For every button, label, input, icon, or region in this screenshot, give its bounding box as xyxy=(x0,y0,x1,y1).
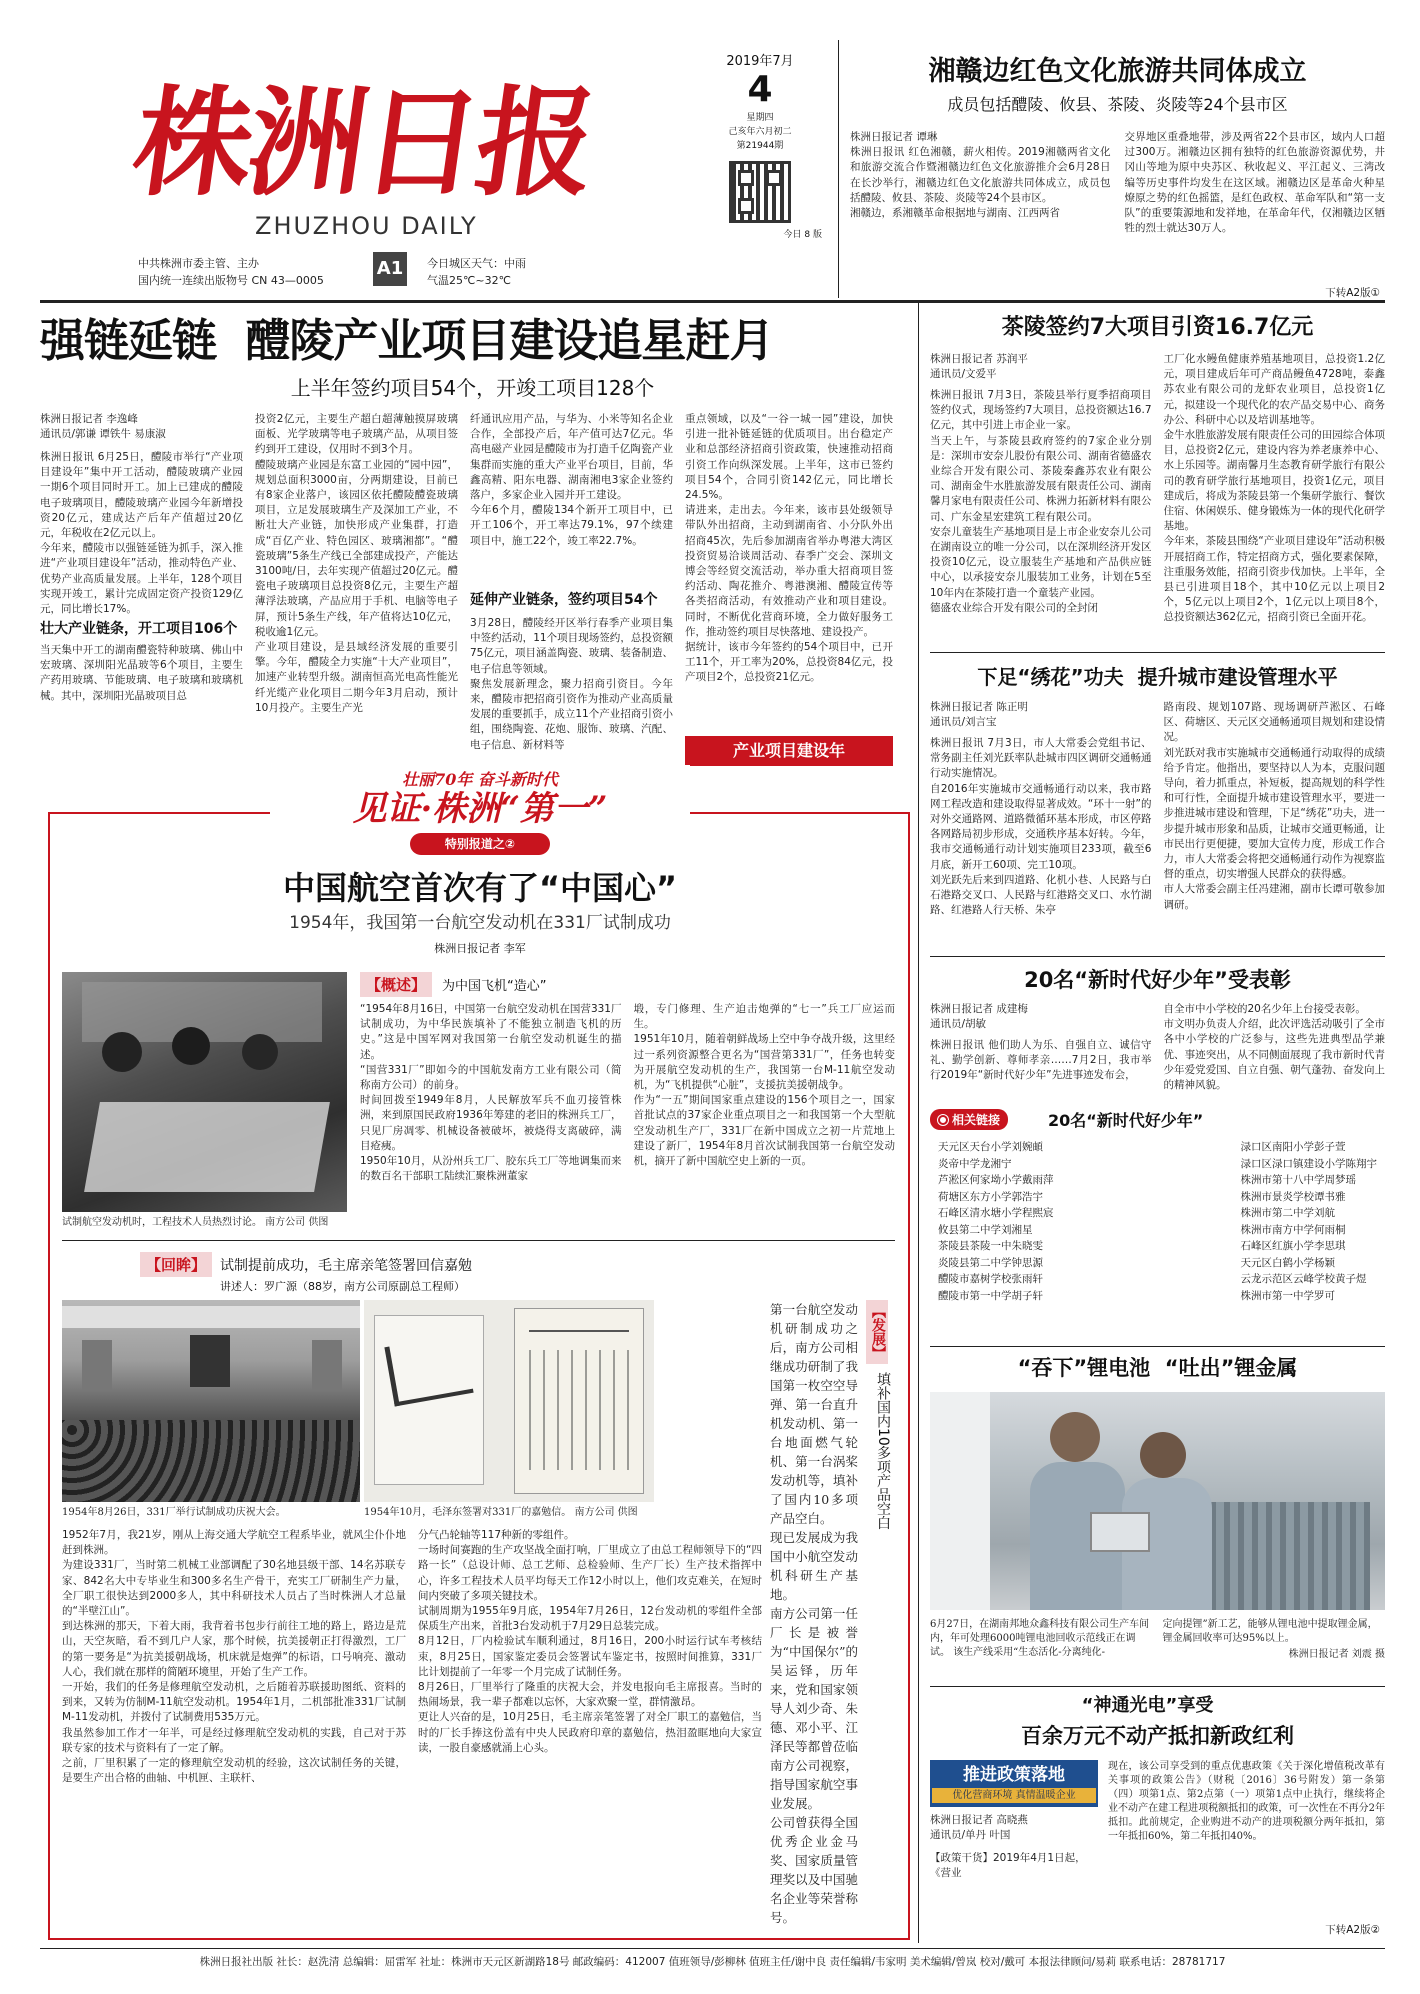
dev-tag: 【发展】 xyxy=(866,1300,888,1364)
masthead-sponsor: 中共株洲市委主管、主办 xyxy=(138,257,259,270)
feature-banner xyxy=(270,765,690,860)
honoree-item: 天元区白鹤小学杨颖 xyxy=(1240,1256,1335,1269)
dev-column xyxy=(770,1300,900,1935)
overview-tag: 【概述】 xyxy=(360,972,432,997)
banner-series: 特别报道之② xyxy=(410,833,550,855)
section-subhead: 壮大产业链条，开工项目106个 xyxy=(40,621,238,637)
article-column: 塅，专门修理、生产迫击炮弹的“七一”兵工厂应运而生。 1951年10月，随着朝鲜战场上空中争夺战升级，这里经过一系列资源整合更名为“国营第331厂”，任务也转变为开展航空发动机的生产，我国第一台M-11航空发动机，为“飞机提供“心脏”，支援抗美援朝战争。 作为“一五”期间国家重点建设的156个项目之一，国家首批试点的37家企业重点项目之一和我国第一个大型航空发动机生产厂，331厂在新中国成立之初一片荒地上建设了新厂，1954年8月首次试制我国第一台航空发动机，摘开了新中国航空史上新的一页。 xyxy=(633,1003,895,1168)
review-title: 试制提前成功，毛主席亲笔签署回信嘉勉 xyxy=(220,1257,473,1274)
subhead: 成员包括醴陵、攸县、茶陵、炎陵等24个县市区 xyxy=(947,95,1288,114)
honoree-item: 株洲市第十八中学周梦瑶 xyxy=(1240,1174,1356,1186)
weather-line-2: 气温25℃~32℃ xyxy=(427,274,511,287)
honoree-item: 石峰区红旗小学李思琪 xyxy=(1240,1240,1346,1252)
honoree-item: 攸县第二中学刘湘星 xyxy=(938,1223,1033,1236)
honoree-item: 醴陵市嘉树学校张雨轩 xyxy=(938,1273,1043,1285)
photo-credit: 株洲日报记者 刘震 摄 xyxy=(1288,1649,1385,1660)
honoree-item: 渌口区渌口镇建设小学陈翔宇 xyxy=(1240,1157,1377,1170)
article-column: 当天集中开工的湖南醴瓷特种玻璃、佛山中宏玻璃、深圳阳光晶玻等6个项目，主要生产药用玻璃、节能玻璃、电子玻璃和玻璃机械。其中，深圳阳光晶玻项目总 xyxy=(40,644,243,702)
honoree-item: 株洲市景炎学校谭书雅 xyxy=(1240,1190,1346,1203)
date-lunar: 己亥年六月初二 xyxy=(728,127,792,137)
honoree-item: 云龙示范区云峰学校黄子煜 xyxy=(1240,1273,1367,1285)
honoree-list-left xyxy=(938,1139,1054,1304)
masthead-title: 株洲日报 xyxy=(125,73,601,212)
article-column: 现在，该公司享受到的重点优惠政策《关于深化增值税改革有关事项的政策公告》（财税〔2016〕36号附发）第一条第（四）项第1点、第2点第（一）项第1点中止执行，继续将企业不动产在建工程进项税额抵扣的政策，可一次性在不再分2年抵扣。此前规定，企业购进不动产的进项税额分两年抵扣，第一年抵扣60%，第二年抵扣40%。 xyxy=(1108,1761,1385,1842)
overview-heading xyxy=(360,972,895,997)
article-column: 分气凸轮轴等117种新的零组件。 一场时间赛跑的生产攻坚战全面打响，厂里成立了由总工程师领导下的“四路一长”（总设计师、总工艺师、总检验师、生产厂长）生产技术指挥中心，许多工程技术人员平均每天工作12小时以上，他们攻克难关，在短时间内突破了多项关键技术。 试制周期为1955年9月底，1954年7月26日，12台发动机的零组件全部保质生产出来，首批3台发动机于7月29日总装完成。 8月12日，厂内检验试车顺利通过，8月16日，200小时运行试车考核结束，8月25日，国家鉴定委员会签署试车鉴定书，按照时间推算，331厂比计划提前了一年零一个月完成了试制任务。 8月26日，厂里举行了隆重的庆祝大会，并发电报向毛主席报喜。当时的热闹场景，我一辈子都难以忘怀，大家欢聚一堂，群情激昂。 更让人兴奋的是，10月25日，毛主席亲笔签署了对全厂职工的嘉勉信，当时的厂长手捧这份盖有中央人民政府印章的嘉勉信，热泪盈眶地向大家宣读，一股自豪感就涌上心头。 xyxy=(418,1529,762,1754)
honoree-item: 荷塘区东方小学郭浩宇 xyxy=(938,1190,1043,1203)
honoree-item: 炎陵县第二中学钟思源 xyxy=(938,1256,1043,1269)
date-day: 4 xyxy=(747,69,773,110)
headline: “吞下”锂电池 “吐出”锂金属 xyxy=(1017,1356,1298,1380)
masthead-cn-number: 国内统一连续出版物号 CN 43—0005 xyxy=(138,274,324,287)
headline: 下足“绣花”功夫 提升城市建设管理水平 xyxy=(977,665,1338,689)
article-column: 纤通讯应用产品，与华为、小米等知名企业合作，全部投产后，年产值可达7亿元。华高电磁产业园是醴陵市为打造千亿陶瓷产业集群而实施的重大产业平台项目，目前，华鑫高精、阳东电器、湖南湘电3家企业签约落户，多家企业入园并开工建设。 今年6个月，醴陵134个新开工项目中，已开工106个，开工率达79.1%，97个续建项目中，施工22个，竣工率22.7%。 xyxy=(470,413,673,547)
photo-caption-cont: 定向提锂”新工艺，能够从锂电池中提取锂金属，锂金属回收率可达95%以上。 xyxy=(1162,1619,1378,1644)
date-block xyxy=(690,48,830,298)
honoree-item: 株洲市第二中学刘航 xyxy=(1240,1207,1335,1219)
article-column: 株洲日报记者 谭琳 株洲日报讯 红色湘赣，薪火相传。2019湘赣两省文化和旅游交流合作暨湘赣边红色文化旅游推介会6月28日在长沙举行，湘赣边红色文化旅游共同体成立，成员包括醴陵、攸县、茶陵、炎陵等24个县市区。 湘赣边，系湘赣革命根据地与湖南、江西两省 xyxy=(850,131,1111,220)
honoree-item: 株洲市南方中学何雨桐 xyxy=(1240,1223,1346,1236)
footer: 株洲日报社出版 社长：赵洗清 总编辑：屈雷军 社址：株洲市天元区新湖路18号 邮政编码：412007 值班领导/彭柳林 值班主任/谢中良 责任编辑/韦家明 美术编辑/曾岚 校对/戴可 本报法律顾问/易莉 联系电话：28781717 xyxy=(199,1956,1226,1968)
policy-banner xyxy=(930,1760,1098,1807)
feature-headline: 中国航空首次有了“中国心” xyxy=(282,869,678,907)
qr-code xyxy=(729,161,791,223)
headline: 湘赣边红色文化旅游共同体成立 xyxy=(928,56,1307,87)
honoree-item: 芦淞区何家坳小学戴雨萍 xyxy=(938,1174,1054,1186)
headline-line-1: “神通光电”享受 xyxy=(1081,1695,1214,1716)
overview-title: 为中国飞机“造心” xyxy=(442,979,547,994)
top-right-article xyxy=(850,40,1385,300)
date-pages: 今日 8 版 xyxy=(783,230,822,240)
review-heading xyxy=(140,1252,740,1277)
feature-photo-2 xyxy=(62,1300,360,1502)
dev-title: 填补国内10多项产品空白 xyxy=(875,1372,891,1530)
article-column: 株洲日报讯 7月3日，市人大常委会党组书记、常务副主任刘光跃率队赴城市四区调研交通畅通行动实施情况。 自2016年实施城市交通畅通行动以来，我市路网工程改造和建设取得显著成效。“环十一射”的对外交通路网、道路微循环基本形成，市区停路各网路局初步形成，交通秩序基本好转。今年，我市交通畅通行动计划实施项目233项，截至6月底，新开工60项、完工10项。 刘光跃先后来到四道路、化机小巷、人民路与白石港路交叉口、人民路与红港路交叉口、水竹湖路、红港路人行天桥、朱亭 xyxy=(930,737,1152,917)
article-column: 投资2亿元，主要生产超白超薄触摸屏玻璃面板、光学玻璃等电子玻璃产品，从项目签约到开工建设，仅用时不到3个月。 醴陵玻璃产业园是东富工业园的“园中园”，规划总面积3000亩，分两期建设，目前已有8家企业落户，该园区依托醴陵醴瓷玻璃项目，立足发展玻璃生产及深加工产业，不断壮大产业链，加快形成产业集群，打造成“百亿产业、特色园区、玻璃湘都”。“醴瓷玻璃”5条生产线已全部建成投产，产能达3100吨/日，去年实现产值超过20亿元。醴瓷电子玻璃项目总投资8亿元，主要生产超薄浮法玻璃，产品应用于手机、电脑等电子屏，预计5条生产线，年产值将达10亿元，税收逾1亿元。 产业项目建设，是县域经济发展的重要引擎。今年，醴陵全力实施“十大产业项目”，加速产业转型升级。湖南恒高光电高性能光纤光缆产业化项目二期今年3月启动，预计10月投产。主要生产光 xyxy=(255,413,458,714)
photo-caption: 1954年10月，毛泽东签署对331厂的嘉勉信。 南方公司 供图 xyxy=(364,1507,638,1518)
byline: 株洲日报记者 李逸峰 通讯员/郭谦 谭铁牛 易康淑 xyxy=(40,413,166,440)
article-column: 重点领域，以及“一谷一城一园”建设，加快引进一批补链延链的优质项目。出台稳定产业和总部经济招商引资政策，快速推动招商引资工作向纵深发展。上半年，这市已签约项目54个，合同引资142亿元，同比增长24.5%。 请进来，走出去。今年来，该市县处级领导带队外出招商，主动到湖南省、小分队外出招商45次，先后参加湖南省举办粤港大湾区投资贸易洽谈周活动、春季广交会、深圳文博会等经贸交流活动，举办重大招商项目签约活动、陶花推介、粤港澳湘、醴陵宣传等各类招商活动，有效推动产业和项目建设。同时，不断优化营商环境，全力做好服务工作，推动签约项目尽快落地、建设投产。 据统计，该市今年签约的54个项目中，已开工11个，开工率为20%，总投资84亿元，投产项目2个，总投资21亿元。 xyxy=(685,413,893,684)
headline: 茶陵签约7大项目引资16.7亿元 xyxy=(1001,315,1314,340)
photo-caption: 1954年8月26日，331厂举行试制成功庆祝大会。 xyxy=(62,1507,286,1518)
policy-article xyxy=(930,1692,1385,1942)
article-column: 株洲日报讯 6月25日，醴陵市举行“产业项目建设年”集中开工活动，醴陵玻璃产业园一期6个项目同时开工。加上已建成的醴陵电子玻璃项目，醴陵玻璃产业园今年新增投资20亿元，建成达产后年产值超过20亿元，年税收在2亿元以上。 今年来，醴陵市以强链延链为抓手，深入推进“产业项目建设年”活动，推动特色产业、优势产业高质量发展。上半年，128个项目实现开竣工，累计完成固定资产投资129亿元，同比增长17%。 xyxy=(40,451,243,615)
feature-subhead: 1954年，我国第一台航空发动机在331厂试制成功 xyxy=(289,913,671,933)
lithium-photo xyxy=(930,1392,1385,1610)
section-tag: 产业项目建设年 xyxy=(685,736,893,766)
page-number-badge: A1 xyxy=(373,252,407,286)
honoree-list-right xyxy=(1241,1139,1378,1304)
article-column: 工厂化水鳗鱼健康养殖基地项目，总投资1.2亿元，项目建成后年可产商品鳗鱼4728吨，泰鑫苏农业有限公司的龙虾农业项目，总投资1亿元，拟建设一个现代化的农产品交易中心、商务办公、科研中心以及培训基地等。 金牛水胜旅游发展有限责任公司的田园综合体项目，总投资2亿元，建设内容为养老康养中心、水上乐园等。湖南馨月生态教育研学旅行有限公司的教育研学旅行基地项目，投资1亿元，项目建成后，将成为茶陵县第一个集研学旅行、餐饮住宿、休闲娱乐、健身锻炼为一体的现代化研学基地。 今年来，茶陵县围绕“产业项目建设年”活动积极开展招商工作，特定招商方式，强化要素保障，注重服务效能，招商引资步伐加快。上半年，全县已引进项目18个，其中10亿元以上项目2个，5亿元以上项目2个，1亿元以上项目8个，总投资额达362亿元，招商引资已全面开花。 xyxy=(1163,353,1385,624)
honoree-item: 株洲市第一中学罗可 xyxy=(1240,1289,1335,1302)
weather-line-1: 今日城区天气：中雨 xyxy=(427,257,526,270)
photo-caption-2: 该生产线采用“生态活化-分离纯化- xyxy=(953,1647,1106,1658)
related-tag-label: 相关链接 xyxy=(952,1113,1001,1127)
lithium-article xyxy=(930,1350,1385,1680)
date-year-month: 2019年7月 xyxy=(726,54,794,69)
related-tag xyxy=(930,1109,1008,1130)
section-subhead: 延伸产业链条，签约项目54个 xyxy=(470,592,658,608)
photo-caption: 6月27日，在湖南邦地众鑫科技有限公司生产车间内，年可处理6000吨锂电池回收示范线正在调试。 xyxy=(930,1619,1150,1658)
banner-sub: 优化营商环境 真情温暖企业 xyxy=(932,1788,1096,1803)
article-column: 交界地区重叠地带，涉及两省22个县市区，域内人口超过300万。湘赣边区拥有独特的红色旅游资源优势，井冈山等地为原中央苏区、秋收起义、平江起义、三湾改编等历史事件均发生在这区域。湘赣边区是革命火种星燎原之势的红色摇篮，是红色政权、革命军队和“第一支队”的重要策源地和发祥地，在革命年代，仅湘赣边区牺牲的烈士就达30万人。 xyxy=(1124,131,1385,235)
date-weekday: 星期四 xyxy=(746,113,774,123)
honoree-item: 炎帝中学龙湘宁 xyxy=(938,1157,1012,1170)
feature-photo-1 xyxy=(62,972,347,1212)
feature-byline: 株洲日报记者 李军 xyxy=(434,942,526,955)
headline: 强链延链 醴陵产业项目建设追星赶月 xyxy=(40,314,774,367)
honoree-item: 茶陵县茶陵一中朱晓雯 xyxy=(938,1240,1043,1252)
byline: 株洲日报记者 苏润平 通讯员/文爱平 xyxy=(930,353,1028,380)
chaling-article xyxy=(930,310,1385,650)
lead-article xyxy=(40,310,905,760)
article-column: 株洲日报讯 7月3日，茶陵县举行夏季招商项目签约仪式，现场签约7大项目，总投资额达16.7亿元，其中引进上市企业一家。 当天上午，与茶陵县政府签约的7家企业分别是：深圳市安奈儿股份有限公司、湖南省德盛农业综合开发有限公司、茶陵秦鑫苏农业有限公司、湖南金牛水胜旅游发展有限责任公司、湖南馨月家电有限责任公司、株洲力拓新材料有限公司、广东金星宏建筑工程有限公司。 安奈儿童装生产基地项目是上市企业安奈儿公司在湖南设立的唯一分公司，以在深圳经济开发区投资10亿元，设立服装生产基地和产品供应链中心，以承接安奈儿服装加工业务，计划在5至10年内在茶陵打造一个童装产业园。 德盛农业综合开发有限公司的全封闭 xyxy=(930,389,1152,614)
related-title: 20名“新时代好少年” xyxy=(1048,1111,1204,1130)
youth-article xyxy=(930,962,1385,1342)
byline: 株洲日报记者 成建梅 通讯员/胡敏 xyxy=(930,1003,1028,1030)
circle-icon xyxy=(938,1115,948,1125)
photo-caption: 试制航空发动机时，工程技术人员热烈讨论。 南方公司 供图 xyxy=(62,1217,329,1228)
honoree-item: 天元区天台小学刘婉頔 xyxy=(938,1141,1043,1153)
banner-title: 见证·株洲“第一” xyxy=(352,789,608,829)
city-article xyxy=(930,660,1385,950)
review-tag: 【回眸】 xyxy=(140,1252,212,1277)
headline-line-2: 百余万元不动产抵扣新政红利 xyxy=(1021,1724,1294,1748)
byline: 株洲日报记者 高晓燕 通讯员/单丹 叶国 xyxy=(930,1814,1028,1841)
jump-label: 下转A2版① xyxy=(1325,287,1380,299)
article-column: 3月28日，醴陵经开区举行春季产业项目集中签约活动，11个项目现场签约，总投资额75亿元，项目涵盖陶瓷、玻璃、装备制造、电子信息等领域。 聚焦发展新理念，聚力招商引资目。今年来，醴陵市把招商引资作为推动产业高质量发展的重要抓手，成立11个产业招商引资小组，围绕陶瓷、花炮、服饰、玻璃、汽配、电子信息、新材料等 xyxy=(470,617,673,751)
feature-photo-3 xyxy=(364,1300,654,1502)
article-column: 第一台航空发动机研制成功之后，南方公司相继成功研制了我国第一枚空空导弹、第一台直升机发动机、第一台地面燃气轮机、第一台涡桨发动机等，填补了国内10多项产品空白。 现已发展成为我国中小航空发动机科研生产基地。 南方公司第一任厂长是被誉为“中国保尔”的吴运铎，历年来，党和国家领导人刘少奇、朱德、邓小平、江泽民等都曾莅临南方公司视察，指导国家航空事业发展。 公司曾获得全国优秀企业金马奖、国家质量管理奖以及中国驰名企业等荣誉称号。 xyxy=(770,1302,858,1925)
article-column: 自全市中小学校的20名少年上台接受表彰。 市文明办负责人介绍，此次评选活动吸引了全市各中小学校的广泛参与，这些先进典型品学兼优、事迹突出，从不同侧面展现了我市新时代青少年爱党爱国、自立自强、朝气蓬勃、奋发向上的精神风貌。 xyxy=(1163,1003,1385,1092)
article-column: “1954年8月16日，中国第一台航空发动机在国营331厂试制成功，为中华民族填补了不能独立制造飞机的历史。”这是中国军网对我国第一台航空发动机诞生的描述。 “国营331厂”即如今的中国航发南方工业有限公司（简称南方公司）的前身。 时间回拨至1949年8月，人民解放军兵不血刃接管株洲，来到原国民政府1936年筹建的老旧的株洲兵工厂，只见厂房凋零、机械设备被破坏，被烧得支离破碎，满目疮痍。 1950年10月，从汾州兵工厂、胶东兵工厂等地调集而来的数百名干部职工陆续汇聚株洲董家 xyxy=(360,1003,622,1183)
honoree-item: 渌口区南阳小学彭子萱 xyxy=(1240,1141,1346,1153)
jump-label: 下转A2版② xyxy=(1325,1924,1380,1936)
subhead: 上半年签约项目54个，开竣工项目128个 xyxy=(290,376,655,400)
article-column: 1952年7月，我21岁，刚从上海交通大学航空工程系毕业，就风尘仆仆地赶到株洲。 为建设331厂，当时第二机械工业部调配了30名地县级干部、14名苏联专家、842名大中专毕业生和300多名生产骨干，充实工厂研制生产力量，全厂职工很快达到2000多人，其中科研技术人员占了当时株洲人才总量的“半壁江山”。 到达株洲的那天，下着大雨，我背着书包步行前往工地的路上，路边是荒山，天空灰暗，看不到几户人家，那个时候，抗美援朝正打得激烈，工厂的第一要务是“为抗美援朝战场，机床就是炮弹”的标语，口号响亮、激动人心，我们就在那样的简陋环境里，开始了生产工作。 一开始，我们的任务是修理航空发动机，之后随着苏联援助图纸、资料的到来，又转为仿制M-11航空发动机。1954年1月，二机部批准331厂试制M-11发动机，并拨付了试制费用535万元。 我虽然参加工作才一年半，可是经过修理航空发动机的实践，自己对于苏联专家的技术与资料有了一定了解。 之前，厂里积累了一定的修理航空发动机的经验，这次试制任务的关键，是要生产出合格的曲轴、中机匣、主联杆、 xyxy=(62,1529,406,1785)
honoree-item: 醴陵市第一中学胡子轩 xyxy=(938,1289,1043,1302)
article-column: 路南段、规划107路、现场调研芦淞区、石峰区、荷塘区、天元区交通畅通项目规划和建设情况。 刘光跃对我市实施城市交通畅通行动取得的成绩给予肯定。他指出，要坚持以人为本，克服问题导向，着力抓重点，补短板，提高规划的科学性和可行性，全面提升城市建设管理水平，要进一步推进城市建设和管理，下足“绣花”功夫，进一步提升城市形象和品质，让城市交通更畅通，让市民出行更便捷，要加大宣传力度，形成工作合力，市人大常委会将把交通畅通行动作为视察监督的重点，切实增强人民群众的获得感。 市人大常委会副主任冯建湘，副市长谭可敬参加调研。 xyxy=(1163,701,1385,911)
banner-slogan: 壮丽70年 奋斗新时代 xyxy=(402,770,558,789)
review-speaker: 讲述人：罗广源（88岁，南方公司原副总工程师） xyxy=(220,1280,465,1293)
masthead xyxy=(40,40,680,295)
headline: 20名“新时代好少年”受表彰 xyxy=(1024,968,1291,992)
masthead-english: ZHUZHOU DAILY xyxy=(255,212,478,240)
byline: 株洲日报记者 陈正明 通讯员/刘言宝 xyxy=(930,701,1028,728)
banner-title: 推进政策落地 xyxy=(963,1765,1065,1785)
policy-bottom-text: 【政策干货】2019年4月1日起，《营业 xyxy=(930,1852,1086,1879)
date-issue: 第21944期 xyxy=(736,141,784,151)
honoree-item: 石峰区清水塘小学程熙宸 xyxy=(938,1207,1054,1219)
article-column: 株洲日报讯 他们助人为乐、自强自立、诚信守礼、勤学创新、尊师孝亲……7月2日，我市举行2019年“新时代好少年”先进事迹发布会， xyxy=(930,1039,1152,1082)
